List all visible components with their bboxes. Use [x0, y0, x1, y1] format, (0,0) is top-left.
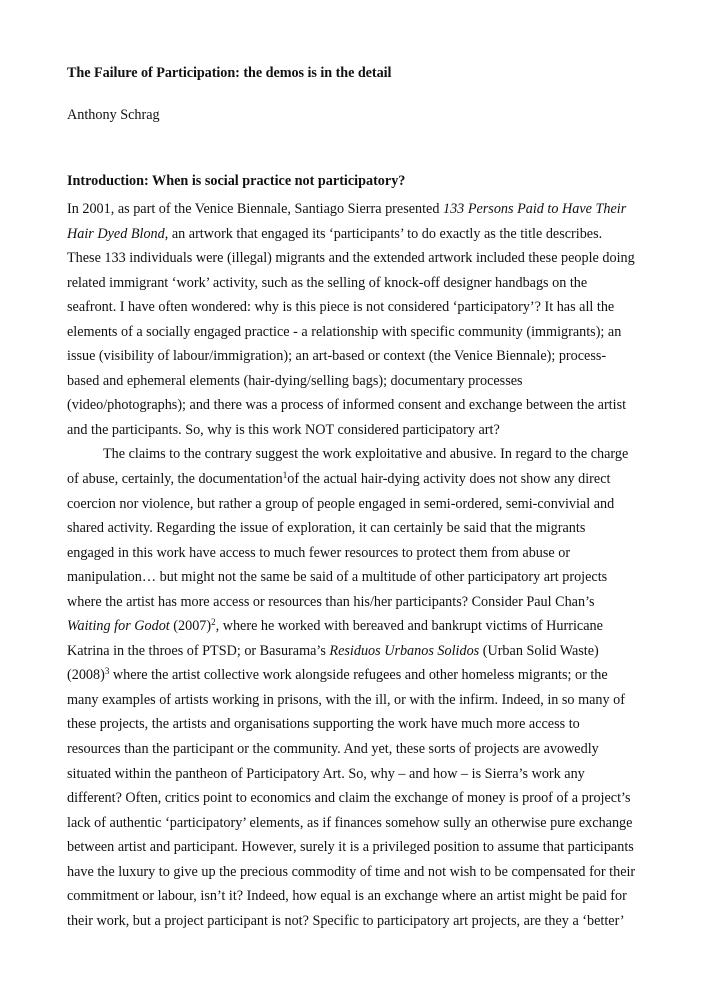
text-run: (2007)	[169, 618, 212, 635]
text-run: resources than the participant or the community. And yet, these sorts of projects are avowedly	[67, 741, 599, 758]
text-run: (Urban Solid Waste)	[479, 642, 599, 659]
text-line	[67, 860, 647, 885]
footnote-marker[interactable]: 1	[282, 470, 288, 481]
text-line	[67, 909, 647, 934]
text-line	[67, 663, 647, 688]
text-line	[67, 884, 647, 909]
text-line	[67, 811, 647, 836]
text-run: where the artist has more access or resources than his/her participants? Consider Paul Chan’s	[67, 593, 595, 610]
italic-title-text: 133 Persons Paid to Have Their	[442, 201, 627, 217]
text-run: based and ephemeral elements (hair-dying/selling bags); documentary processes	[67, 372, 523, 389]
text-line	[67, 541, 647, 566]
text-line	[67, 222, 647, 247]
section-heading: Introduction: When is social practice not participatory?	[67, 173, 406, 189]
text-run: their work, but a project participant is not? Specific to participatory art projects, are they a ‘better’	[67, 912, 625, 929]
text-line	[67, 516, 647, 541]
text-run: between artist and participant. However, surely it is a privileged position to assume that participants	[67, 839, 634, 856]
text-line	[67, 492, 647, 517]
text-run: have the luxury to give up the precious commodity of time and not wish to be compensated for their	[67, 863, 636, 880]
body-text	[67, 197, 647, 933]
text-line	[67, 369, 647, 394]
footnote-marker[interactable]: 2	[211, 617, 216, 628]
text-line	[67, 320, 647, 345]
text-line	[67, 737, 647, 762]
text-line	[67, 295, 647, 320]
text-run: These 133 individuals were (illegal) migrants and the extended artwork included these people doing	[67, 250, 635, 267]
text-run: coercion nor violence, but rather a group of people engaged in semi-ordered, semi-convivial and	[67, 495, 615, 512]
text-run: (2008)	[67, 667, 105, 684]
italic-title-text: Residuos Urbanos Solidos	[329, 642, 480, 659]
text-run: , where he worked with bereaved and bankrupt victims of Hurricane	[215, 618, 603, 635]
text-run: seafront. I have often wondered: why is this piece is not considered ‘participatory’? It has all the	[67, 299, 615, 316]
text-line	[67, 467, 647, 492]
text-run: issue (visibility of labour/immigration); an art-based or context (the Venice Biennale); process-	[67, 348, 607, 365]
text-run: shared activity. Regarding the issue of exploration, it can certainly be said that the migrants	[67, 520, 586, 537]
text-run: many examples of artists working in prisons, with the ill, or with the infirm. Indeed, in so many of	[67, 691, 625, 708]
text-run: , an artwork that engaged its ‘participants’ to do exactly as the title describes.	[164, 225, 603, 242]
text-run: these projects, the artists and organisations supporting the work have much more access to	[67, 716, 580, 733]
text-run: lack of authentic ‘participatory’ elements, as if finances somehow sully an otherwise pure exchange	[67, 814, 633, 831]
text-line	[67, 786, 647, 811]
text-line	[67, 712, 647, 737]
text-run: elements of a socially engaged practice - a relationship with specific community (immigrants); an	[67, 323, 622, 340]
text-line	[67, 393, 647, 418]
text-line	[67, 590, 647, 615]
text-line	[67, 197, 647, 222]
text-line	[67, 271, 647, 296]
italic-title-text: Waiting for Godot	[67, 618, 170, 635]
text-line	[67, 614, 647, 639]
text-line	[67, 835, 647, 860]
text-run: commitment or labour, isn’t it? Indeed, how equal is an exchange where an artist might be paid for	[67, 888, 627, 905]
text-line	[67, 344, 647, 369]
text-line	[67, 246, 647, 271]
text-run: Katrina in the throes of PTSD; or Basurama’s	[67, 642, 330, 659]
text-run: different? Often, critics point to economics and claim the exchange of money is proof of a project’s	[67, 790, 631, 807]
footnote-marker[interactable]: 3	[104, 666, 110, 677]
text-run: (video/photographs); and there was a process of informed consent and exchange between the artist	[67, 397, 627, 414]
text-line	[67, 418, 647, 443]
text-run: related immigrant ‘work’ activity, such as the selling of knock-off designer handbags on the	[67, 274, 588, 291]
text-run: situated within the pantheon of Participatory Art. So, why – and how – is Sierra’s work any	[67, 765, 585, 782]
text-line	[67, 639, 647, 664]
text-run: The claims to the contrary suggest the work exploitative and abusive. In regard to the charge	[103, 446, 629, 463]
text-line	[67, 442, 647, 467]
text-run: where the artist collective work alongside refugees and other homeless migrants; or the	[109, 667, 608, 684]
text-run: engaged in this work have access to much fewer resources to protect them from abuse or	[67, 544, 571, 561]
text-line	[67, 762, 647, 787]
text-line	[67, 565, 647, 590]
text-run: of abuse, certainly, the documentation	[67, 471, 283, 488]
text-run: In 2001, as part of the Venice Biennale, Santiago Sierra presented	[67, 201, 443, 217]
text-run: and the participants. So, why is this work NOT considered participatory art?	[67, 421, 500, 438]
text-run: of the actual hair-dying activity does not show any direct	[287, 471, 611, 488]
document-author: Anthony Schrag	[67, 107, 160, 123]
document-title: The Failure of Participation: the demos is in the detail	[67, 65, 392, 81]
italic-title-text: Hair Dyed Blond	[67, 225, 165, 242]
text-line	[67, 688, 647, 713]
text-run: manipulation… but might not the same be said of a multitude of other participatory art projects	[67, 569, 608, 586]
